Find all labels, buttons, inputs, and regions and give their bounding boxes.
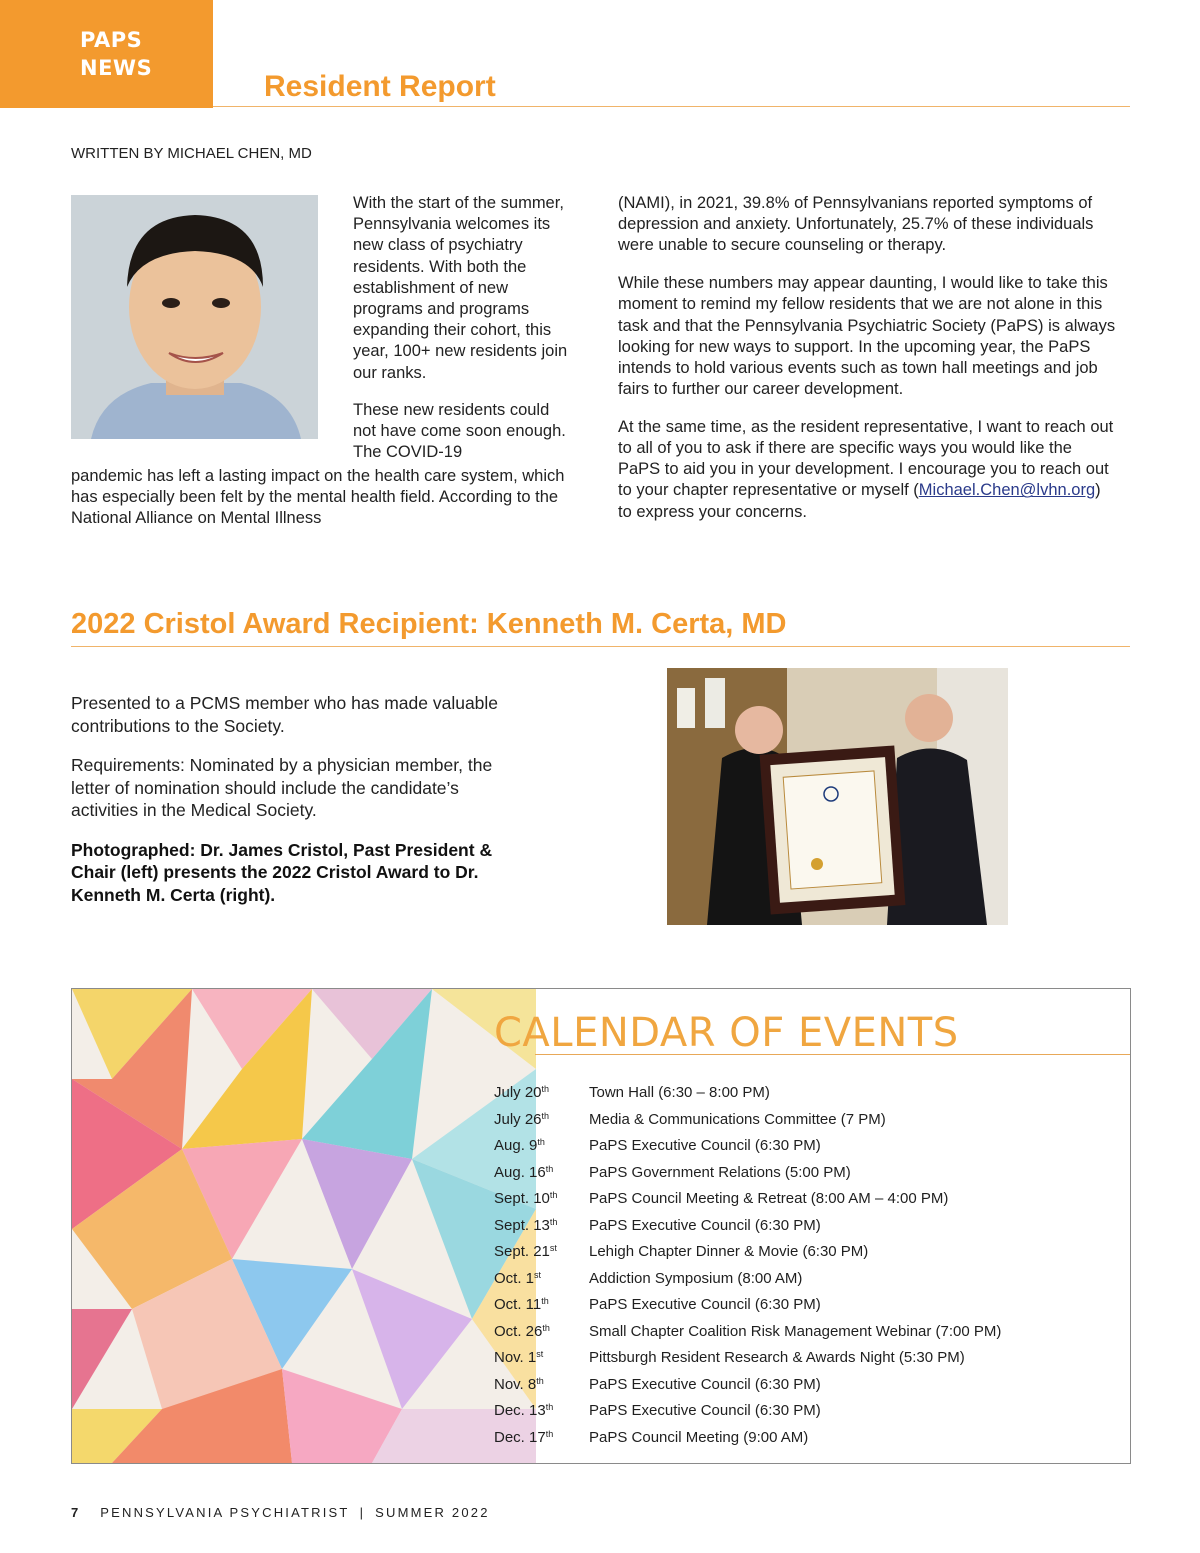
- tag-line-2: NEWS: [80, 56, 153, 80]
- event-date-suffix: th: [537, 1137, 545, 1147]
- event-date-text: Aug. 16: [494, 1163, 546, 1181]
- event-name: PaPS Executive Council (6:30 PM): [589, 1296, 821, 1313]
- event-date-text: Nov. 8: [494, 1375, 537, 1393]
- event-date-text: Dec. 13: [494, 1402, 546, 1419]
- calendar-title: CALENDAR OF EVENTS: [494, 1010, 959, 1056]
- event-date-text: Sept. 10: [494, 1190, 550, 1207]
- event-date-suffix: st: [549, 1243, 557, 1253]
- event-name: Small Chapter Coalition Risk Management Webinar (7:00 PM): [589, 1322, 1002, 1340]
- event-date-text: Oct. 26: [494, 1322, 543, 1340]
- article-paragraph-2-start: These new residents could not have come soon enough. The COVID-19: [353, 400, 566, 462]
- event-date: [494, 1186, 589, 1213]
- paps-news-tag: [0, 0, 213, 108]
- award-divider: [71, 646, 1130, 647]
- author-email-link[interactable]: Michael.Chen@lvhn.org: [918, 481, 1096, 500]
- event-date-text: July 26: [494, 1110, 542, 1128]
- footer-separator: |: [359, 1505, 366, 1520]
- event-name: Lehigh Chapter Dinner & Movie (6:30 PM): [589, 1243, 869, 1260]
- paragraph-5-text: At the same time, as the resident representative, I want to reach out to all of you to ask if there are specific ways you would like the PaPS to aid you in your development. I encourage you to reach out to your chapter representative or myself (: [618, 417, 1114, 500]
- event-date-text: Oct. 1: [494, 1269, 535, 1287]
- award-requirements: Requirements: Nominated by a physician member, the letter of nomination should include the candidate’s activities in the Medical Society.: [71, 755, 493, 820]
- title-divider: [213, 106, 1130, 107]
- event-name: PaPS Executive Council (6:30 PM): [589, 1137, 821, 1154]
- tag-line-1: PAPS: [80, 28, 143, 52]
- event-date: [494, 1425, 589, 1452]
- event-date: [494, 1345, 589, 1372]
- award-description: [71, 692, 501, 923]
- event-name: PaPS Executive Council (6:30 PM): [589, 1402, 821, 1419]
- event-date-text: July 20: [494, 1084, 542, 1101]
- event-date: [494, 1133, 589, 1160]
- byline: WRITTEN BY MICHAEL CHEN, MD: [71, 145, 312, 162]
- event-date-text: Dec. 17: [494, 1428, 546, 1446]
- event-date-suffix: th: [545, 1402, 554, 1412]
- photo-caption: Photographed: Dr. James Cristol, Past President & Chair (left) presents the 2022 Cristol Award to Dr. Kenneth M. Certa (right).: [71, 839, 493, 905]
- award-photo: [667, 668, 1008, 925]
- event-date-text: Sept. 21: [494, 1243, 550, 1260]
- event-date-suffix: th: [541, 1084, 550, 1094]
- event-date: [494, 1398, 589, 1425]
- event-name: PaPS Government Relations (5:00 PM): [589, 1163, 851, 1181]
- event-date-text: Oct. 11: [494, 1296, 542, 1313]
- page-number: 7: [71, 1505, 79, 1520]
- event-date: [494, 1213, 589, 1240]
- author-portrait: [71, 195, 318, 439]
- event-date-text: Nov. 1: [494, 1349, 537, 1366]
- event-date-suffix: st: [536, 1349, 544, 1359]
- resident-report-title: Resident Report: [264, 70, 496, 103]
- event-date-suffix: st: [534, 1269, 542, 1280]
- event-name: PaPS Council Meeting (9:00 AM): [589, 1428, 809, 1446]
- article-paragraph-2-continued: pandemic has left a lasting impact on the health care system, which has especially been felt by the mental health field. According to the National Alliance on Mental Illness: [71, 467, 565, 528]
- event-name: Media & Communications Committee (7 PM): [589, 1110, 886, 1128]
- article-paragraph-1: With the start of the summer, Pennsylvania welcomes its new class of psychiatry residents. With both the establishment of new programs and programs expanding their cohort, this year, 100+ new residents join our ranks.: [353, 194, 568, 382]
- event-date-suffix: th: [549, 1190, 558, 1200]
- event-date-suffix: th: [549, 1216, 558, 1227]
- event-date-suffix: th: [542, 1322, 550, 1333]
- event-date: [494, 1372, 589, 1399]
- event-date: [494, 1080, 589, 1107]
- article-column-1: [353, 193, 573, 479]
- article-paragraph-5: [618, 417, 1118, 523]
- event-date-text: Aug. 9: [494, 1137, 538, 1154]
- event-date: [494, 1266, 589, 1293]
- award-title: 2022 Cristol Award Recipient: Kenneth M. Certa, MD: [71, 608, 787, 640]
- event-date-text: Sept. 13: [494, 1216, 550, 1234]
- issue-name: SUMMER 2022: [375, 1505, 490, 1520]
- geometric-art: [72, 989, 536, 1463]
- event-date: [494, 1239, 589, 1266]
- event-date-suffix: th: [536, 1375, 544, 1386]
- event-name: Town Hall (6:30 – 8:00 PM): [589, 1084, 770, 1101]
- article-paragraph-4: While these numbers may appear daunting, I would like to take this moment to remind my fellow residents that we are not alone in this task and that the Pennsylvania Psychiatric Society (PaPS) is always looking for new ways to support. In the upcoming year, the PaPS intends to hold various events such as town hall meetings and job fairs to further our career development.: [618, 274, 1116, 399]
- event-date: [494, 1292, 589, 1319]
- paragraph-5-end: ) to express your concerns.: [618, 481, 1101, 521]
- event-name: PaPS Executive Council (6:30 PM): [589, 1375, 821, 1393]
- event-date-suffix: th: [541, 1110, 550, 1121]
- publication-name: PENNSYLVANIA PSYCHIATRIST: [100, 1505, 350, 1520]
- event-date: [494, 1107, 589, 1134]
- event-name: Addiction Symposium (8:00 AM): [589, 1269, 803, 1287]
- event-date-suffix: th: [545, 1428, 554, 1439]
- event-date: [494, 1160, 589, 1187]
- article-column-2: [618, 193, 1118, 539]
- event-date: [494, 1319, 589, 1346]
- event-name: Pittsburgh Resident Research & Awards Night (5:30 PM): [589, 1349, 965, 1366]
- page-footer: [71, 1505, 490, 1520]
- event-name: PaPS Council Meeting & Retreat (8:00 AM – 4:00 PM): [589, 1190, 949, 1207]
- event-date-suffix: th: [545, 1163, 554, 1174]
- event-date-suffix: th: [541, 1296, 549, 1306]
- article-paragraph-3: (NAMI), in 2021, 39.8% of Pennsylvanians reported symptoms of depression and anxiety. Unfortunately, 25.7% of these individuals were unable to secure counseling or therapy.: [618, 194, 1094, 255]
- event-name: PaPS Executive Council (6:30 PM): [589, 1216, 821, 1234]
- award-paragraph-1: Presented to a PCMS member who has made valuable contributions to the Society.: [71, 693, 499, 736]
